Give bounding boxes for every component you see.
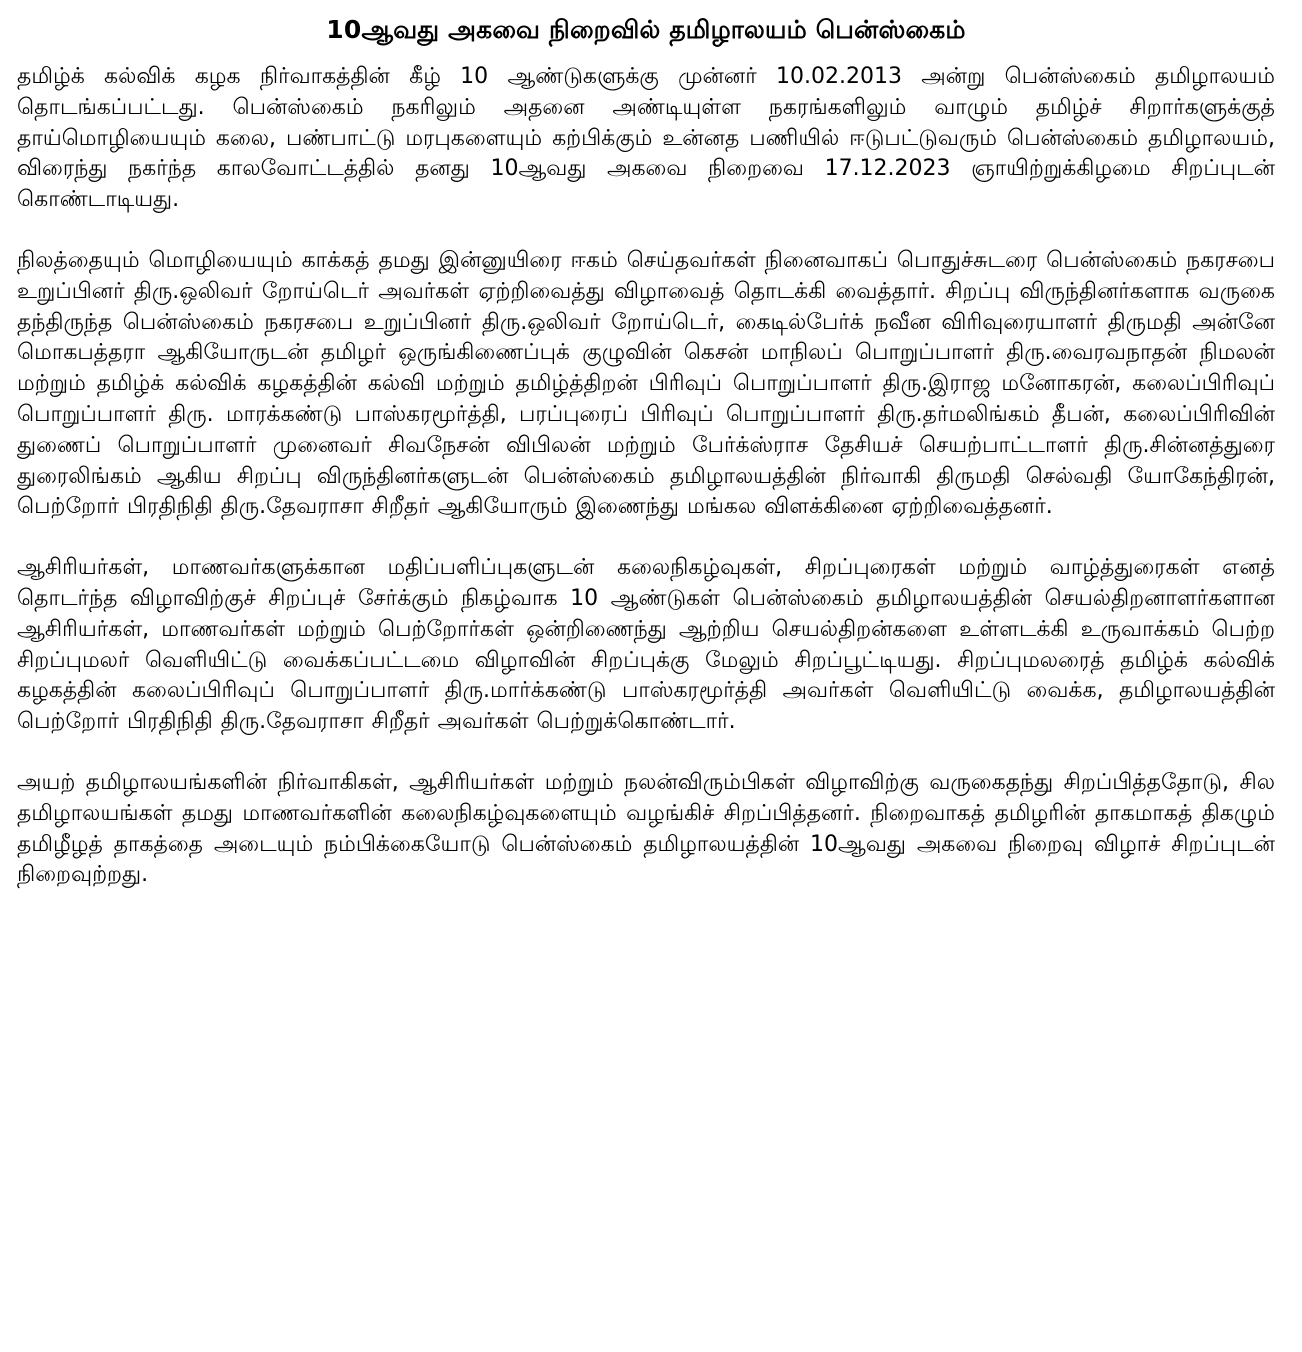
paragraph-3: ஆசிரியர்கள், மாணவர்களுக்கான மதிப்பளிப்புகளுடன் கலைநிகழ்வுகள், சிறப்புரைகள் மற்றும் வாழ்த்துரைகள் எனத் தொடர்ந்த விழாவிற்குச் சிறப்புச் சேர்க்கும் நிகழ்வாக 10 ஆண்டுகள் பென்ஸ்கைம் தமிழாலயத்தின் செயல்திறனாளர்களான ஆசிரியர்கள், மாணவர்கள் மற்றும் பெற்றோர்கள் ஒன்றிணைந்து ஆற்றிய செயல்திறன்களை உள்ளடக்கி உருவாக்கம் பெற்ற சிறப்புமலர் வெளியிட்டு வைக்கப்பட்டமை விழாவின் சிறப்புக்கு மேலும் சிறப்பூட்டியது. சிறப்புமலரைத் தமிழ்க் கல்விக் கழகத்தின் கலைப்பிரிவுப் பொறுப்பாளர் திரு.மார்க்கண்டு பாஸ்கரமூர்த்தி அவர்கள் வெளியிட்டு வைக்க, தமிழாலயத்தின் பெற்றோர் பிரதிநிதி திரு.தேவராசா சிறீதர் அவர்கள் பெற்றுக்கொண்டார். (17, 555, 1275, 735)
paragraph-1: தமிழ்க் கல்விக் கழக நிர்வாகத்தின் கீழ் 10 ஆண்டுகளுக்கு முன்னர் 10.02.2013 அன்று பென்ஸ்கைம் தமிழாலயம் தொடங்கப்பட்டது. பென்ஸ்கைம் நகரிலும் அதனை அண்டியுள்ள நகரங்களிலும் வாழும் தமிழ்ச் சிறார்களுக்குத் தாய்மொழியையும் கலை, பண்பாட்டு மரபுகளையும் கற்பிக்கும் உன்னத பணியில் ஈடுபட்டுவரும் பென்ஸ்கைம் தமிழாலயம், விரைந்து நகர்ந்த காலவோட்டத்தில் தனது 10ஆவது அகவை நிறைவை 17.12.2023 ஞாயிற்றுக்கிழமை சிறப்புடன் கொண்டாடியது. (17, 64, 1275, 213)
document-page (17, 12, 1275, 891)
paragraph-2: நிலத்தையும் மொழியையும் காக்கத் தமது இன்னுயிரை ஈகம் செய்தவர்கள் நினைவாகப் பொதுச்சுடரை பென்ஸ்கைம் நகரசபை உறுப்பினர் திரு.ஒலிவர் றோய்டெர் அவர்கள் ஏற்றிவைத்து விழாவைத் தொடக்கி வைத்தார். சிறப்பு விருந்தினர்களாக வருகை தந்திருந்த பென்ஸ்கைம் நகரசபை உறுப்பினர் திரு.ஒலிவர் றோய்டெர், கைடில்பேர்க் நவீன விரிவுரையாளர் திருமதி அன்னே மொகபத்தரா ஆகியோருடன் தமிழர் ஒருங்கிணைப்புக் குழுவின் கெசன் மாநிலப் பொறுப்பாளர் திரு.வைரவநாதன் நிமலன் மற்றும் தமிழ்க் கல்விக் கழகத்தின் கல்வி மற்றும் தமிழ்த்திறன் பிரிவுப் பொறுப்பாளர் திரு.இராஜ மனோகரன், கலைப்பிரிவுப் பொறுப்பாளர் திரு. மாரக்கண்டு பாஸ்கரமூர்த்தி, பரப்புரைப் பிரிவுப் பொறுப்பாளர் திரு.தர்மலிங்கம் தீபன், கலைப்பிரிவின் துணைப் பொறுப்பாளர் முனைவர் சிவநேசன் விபிலன் மற்றும் பேர்க்ஸ்ராச தேசியச் செயற்பாட்டாளர் திரு.சின்னத்துரை துரைலிங்கம் ஆகிய சிறப்பு விருந்தினர்களுடன் பென்ஸ்கைம் தமிழாலயத்தின் நிர்வாகி திருமதி செல்வதி யோகேந்திரன், பெற்றோர் பிரதிநிதி திரு.தேவராசா சிறீதர் ஆகியோரும் இணைந்து மங்கல விளக்கினை ஏற்றிவைத்தனர். (17, 247, 1275, 520)
paragraph-4: அயற் தமிழாலயங்களின் நிர்வாகிகள், ஆசிரியர்கள் மற்றும் நலன்விரும்பிகள் விழாவிற்கு வருகைதந்து சிறப்பித்ததோடு, சில தமிழாலயங்கள் தமது மாணவர்களின் கலைநிகழ்வுகளையும் வழங்கிச் சிறப்பித்தனர். நிறைவாகத் தமிழரின் தாகமாகத் திகழும் தமிழீழத் தாகத்தை அடையும் நம்பிக்கையோடு பென்ஸ்கைம் தமிழாலயத்தின் 10ஆவது அகவை நிறைவு விழாச் சிறப்புடன் நிறைவுற்றது. (17, 769, 1275, 888)
document-title: 10ஆவது அகவை நிறைவில் தமிழாலயம் பென்ஸ்கைம் (326, 15, 966, 44)
